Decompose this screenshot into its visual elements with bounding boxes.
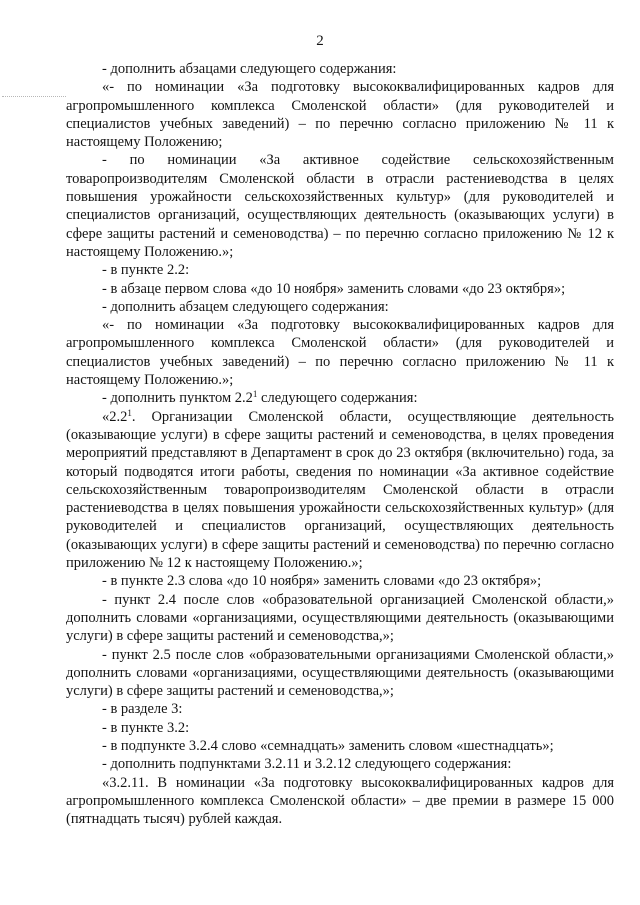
paragraph-clause-2-2: - в пункте 2.2: xyxy=(102,262,190,279)
superscript-1: 1 xyxy=(127,407,132,418)
paragraph-clause-3-2: - в пункте 3.2: xyxy=(102,719,190,736)
paragraph-add-subclauses: - дополнить подпунктами 3.2.11 и 3.2.12 следующего содержания: xyxy=(102,756,512,773)
paragraph-section-3: - в разделе 3: xyxy=(102,701,183,718)
paragraph-nomination-plant-protection: - по номинации «За активное содействие сельскохозяйственным товаропроизводителям Смоленской области в отрасли растениеводства в целях повышения урожайности сельскохозяйственных культур» (для руководителей и специалистов организаций, осуществляющих деятельность (оказывающих услуги) в сфере защиты растений и семеноводства) – по перечню согласно приложению № 12 к настоящему Положению.»; xyxy=(66,152,614,260)
paragraph-subclause-3-2-11: «3.2.11. В номинации «За подготовку высококвалифицированных кадров для агропромышленного комплекса Смоленской области» – две премии в размере 15 000 (пятнадцать тысяч) рублей каждая. xyxy=(66,774,614,828)
paragraph-clause-2-5: - пункт 2.5 после слов «образовательными организациями Смоленской области,» дополнить словами «организациями, осуществляющими деятельность (оказывающими услуги) в сфере защиты растений и семеноводства,»; xyxy=(66,646,614,700)
paragraph-add-clause-2-2-1: - дополнить пунктом $2.2^1$ следующего содержания: xyxy=(102,389,418,407)
paragraph-first-subparagraph-deadline: - в абзаце первом слова «до 10 ноября» заменить словами «до 23 октября»; xyxy=(102,280,566,297)
superscript-1: 1 xyxy=(252,389,258,400)
paragraph-add-paragraphs: - дополнить абзацами следующего содержания: xyxy=(102,61,397,77)
document-body xyxy=(66,60,614,828)
paragraph-clause-2-4: - пункт 2.4 после слов «образовательной организацией Смоленской области,» дополнить словами «организациями, осуществляющими деятельность (оказывающими услуги) в сфере защиты растений и семеноводства,»; xyxy=(66,591,614,645)
paragraph-subclause-3-2-4: - в подпункте 3.2.4 слово «семнадцать» заменить словом «шестнадцать»; xyxy=(102,737,554,754)
paragraph-add-subparagraph: - дополнить абзацем следующего содержания: xyxy=(102,298,389,315)
paragraph-clause-2-3: - в пункте 2.3 слова «до 10 ноября» заменить словами «до 23 октября»; xyxy=(102,573,542,590)
paragraph-nomination-education-2-2: «- по номинации «За подготовку высококвалифицированных кадров для агропромышленного комплекса Смоленской области» (для руководителей и специалистов учебных заведений) – по перечню согласно приложению № 11 к настоящему Положению.»; xyxy=(66,317,614,389)
paragraph-clause-2-2-1-text: «$2.2^1$. Организации Смоленской области, осуществляющие деятельность (оказывающие услуги) в сфере защиты растений и семеноводства, в целях проведения мероприятий представляют в Департамент в срок до 23 октября (включительно) года, за который подводятся итоги работы, сведения по номинации «За активное содействие сельскохозяйственным товаропроизводителям Смоленской области в отрасли растениеводства в целях повышения урожайности сельскохозяйственных культур» (для руководителей и специалистов организаций, осуществляющих деятельность (оказывающих услуги) в сфере защиты растений и семеноводства) по перечню согласно приложению № 12 к настоящему Положению.»; xyxy=(66,407,614,572)
scan-margin-mark xyxy=(2,96,66,103)
page-number: 2 xyxy=(316,33,324,49)
paragraph-nomination-education: «- по номинации «За подготовку высококвалифицированных кадров для агропромышленного комплекса Смоленской области» (для руководителей и специалистов учебных заведений) – по перечню согласно приложению № 11 к настоящему Положению; xyxy=(66,79,614,151)
